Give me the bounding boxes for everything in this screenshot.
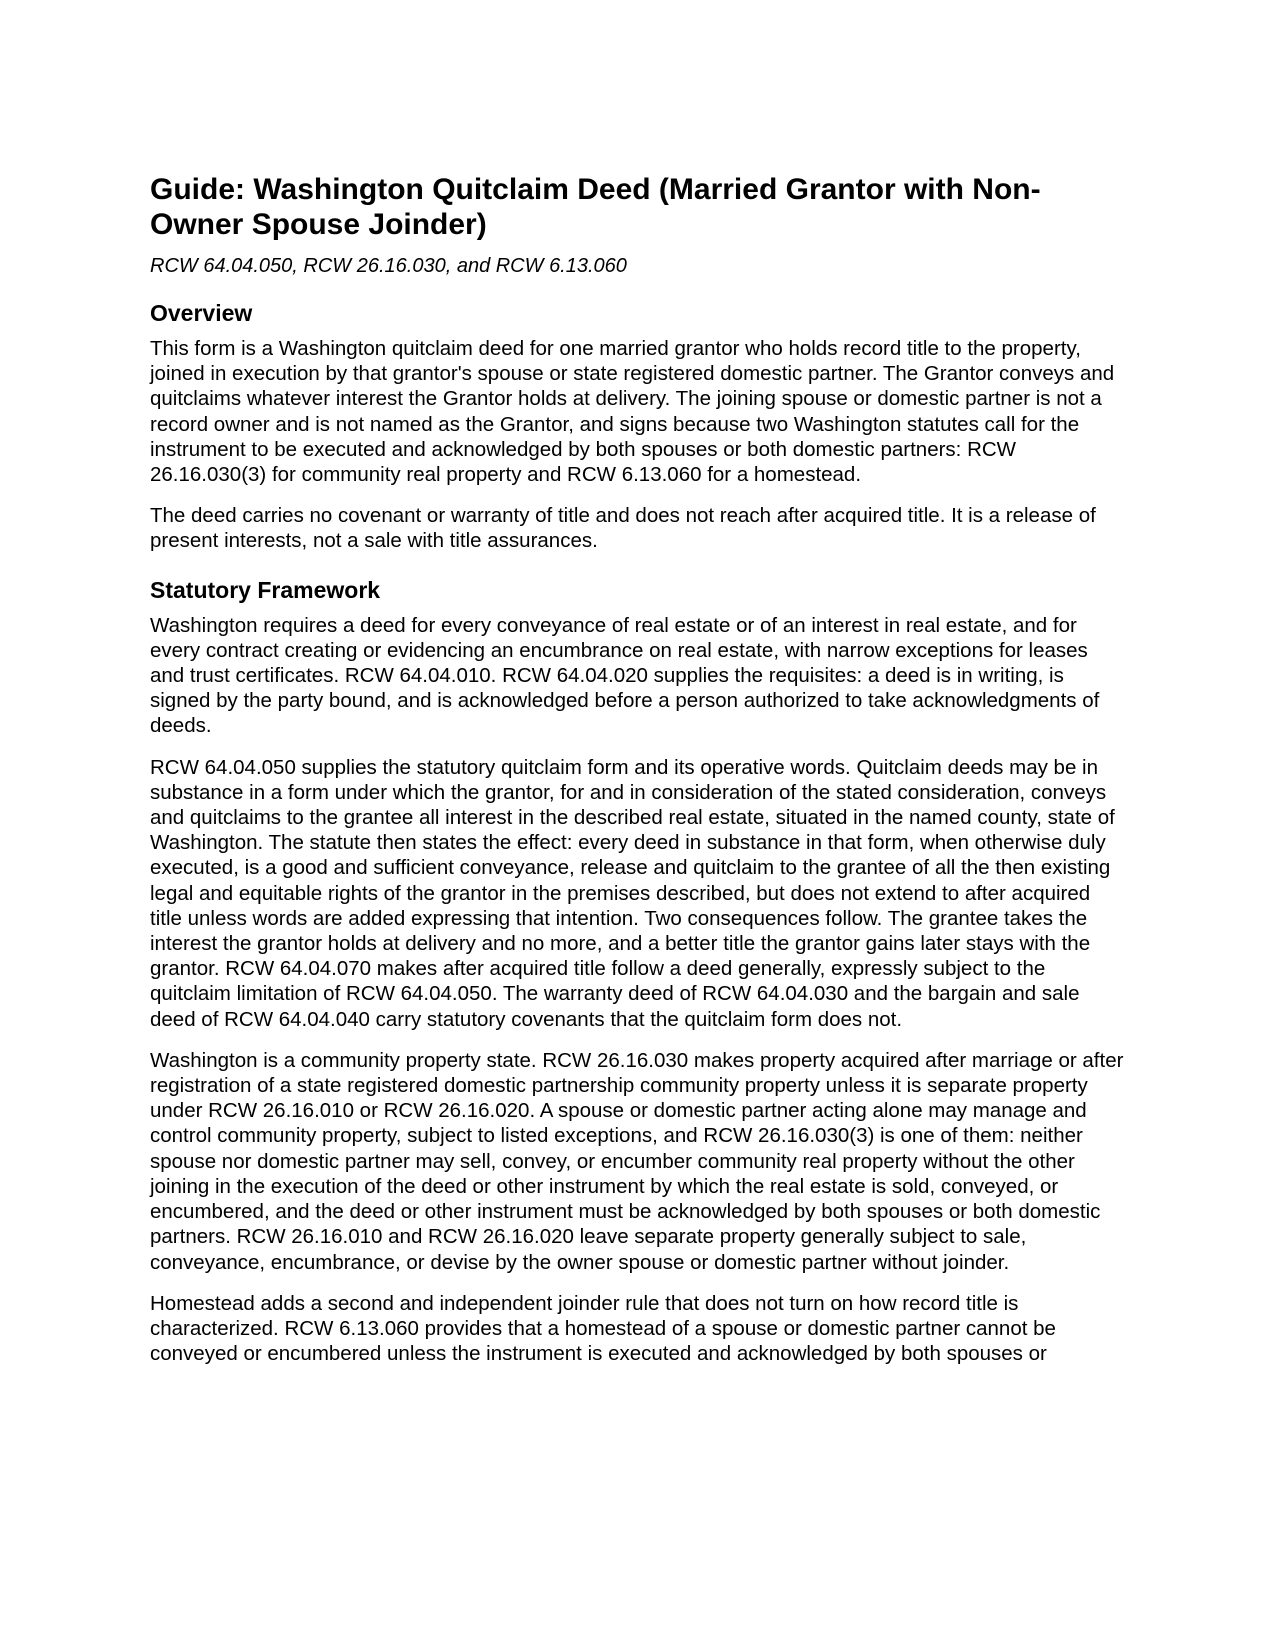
statutory-framework-paragraph: Washington requires a deed for every conveyance of real estate or of an interest in real estate, and for every contract creating or evidencing an encumbrance on real estate, with narrow exceptions for leases and trust certificates. RCW 64.04.010. RCW 64.04.020 supplies the requisites: a deed is in writing, is signed by the party bound, and is acknowledged before a person authorized to take acknowledgments of deeds. xyxy=(150,613,1100,738)
statutory-framework-paragraph: RCW 64.04.050 supplies the statutory quitclaim form and its operative words. Quitclaim deeds may be in substance in a form under which the grantor, for and in consideration of the stated consideration, conveys and quitclaims to the grantee all interest in the described real estate, situated in the named county, state of Washington. The statute then states the effect: every deed in substance in that form, when otherwise duly executed, is a good and sufficient conveyance, release and quitclaim to the grantee of all the then existing legal and equitable rights of the grantor in the premises described, but does not extend to after acquired title unless words are added expressing that intention. Two consequences follow. The grantee takes the interest the grantor holds at delivery and no more, and a better title the grantor gains later stays with the grantor. RCW 64.04.070 makes after acquired title follow a deed generally, expressly subject to the quitclaim limitation of RCW 64.04.050. The warranty deed of RCW 64.04.030 and the bargain and sale deed of RCW 64.04.040 carry statutory covenants that the quitclaim form does not. xyxy=(150,755,1115,1031)
document-title: Guide: Washington Quitclaim Deed (Married Grantor with Non-Owner Spouse Joinder) xyxy=(150,173,1041,241)
document-page xyxy=(150,172,1125,1382)
statutory-framework-paragraph: Homestead adds a second and independent joinder rule that does not turn on how record title is characterized. RCW 6.13.060 provides that a homestead of a spouse or domestic partner cannot be conveyed or encumbered unless the instrument is executed and acknowledged by both spouses or xyxy=(150,1291,1056,1366)
section-heading-overview: Overview xyxy=(150,300,253,326)
document-subtitle: RCW 64.04.050, RCW 26.16.030, and RCW 6.13.060 xyxy=(150,255,627,277)
overview-paragraph: The deed carries no covenant or warranty of title and does not reach after acquired title. It is a release of present interests, not a sale with title assurances. xyxy=(150,504,1096,553)
statutory-framework-paragraph: Washington is a community property state. RCW 26.16.030 makes property acquired after marriage or after registration of a state registered domestic partnership community property unless it is separate property under RCW 26.16.010 or RCW 26.16.020. A spouse or domestic partner acting alone may manage and control community property, subject to listed exceptions, and RCW 26.16.030(3) is one of them: neither spouse nor domestic partner may sell, convey, or encumber community real property without the other joining in the execution of the deed or other instrument by which the real estate is sold, conveyed, or encumbered, and the deed or other instrument must be acknowledged by both spouses or both domestic partners. RCW 26.16.010 and RCW 26.16.020 leave separate property generally subject to sale, conveyance, encumbrance, or devise by the owner spouse or domestic partner without joinder. xyxy=(150,1048,1124,1274)
overview-paragraph: This form is a Washington quitclaim deed for one married grantor who holds record title to the property, joined in execution by that grantor's spouse or state registered domestic partner. The Grantor conveys and quitclaims whatever interest the Grantor holds at delivery. The joining spouse or domestic partner is not a record owner and is not named as the Grantor, and signs because two Washington statutes call for the instrument to be executed and acknowledged by both spouses or both domestic partners: RCW 26.16.030(3) for community real property and RCW 6.13.060 for a homestead. xyxy=(150,337,1115,487)
section-heading-statutory-framework: Statutory Framework xyxy=(150,576,381,603)
